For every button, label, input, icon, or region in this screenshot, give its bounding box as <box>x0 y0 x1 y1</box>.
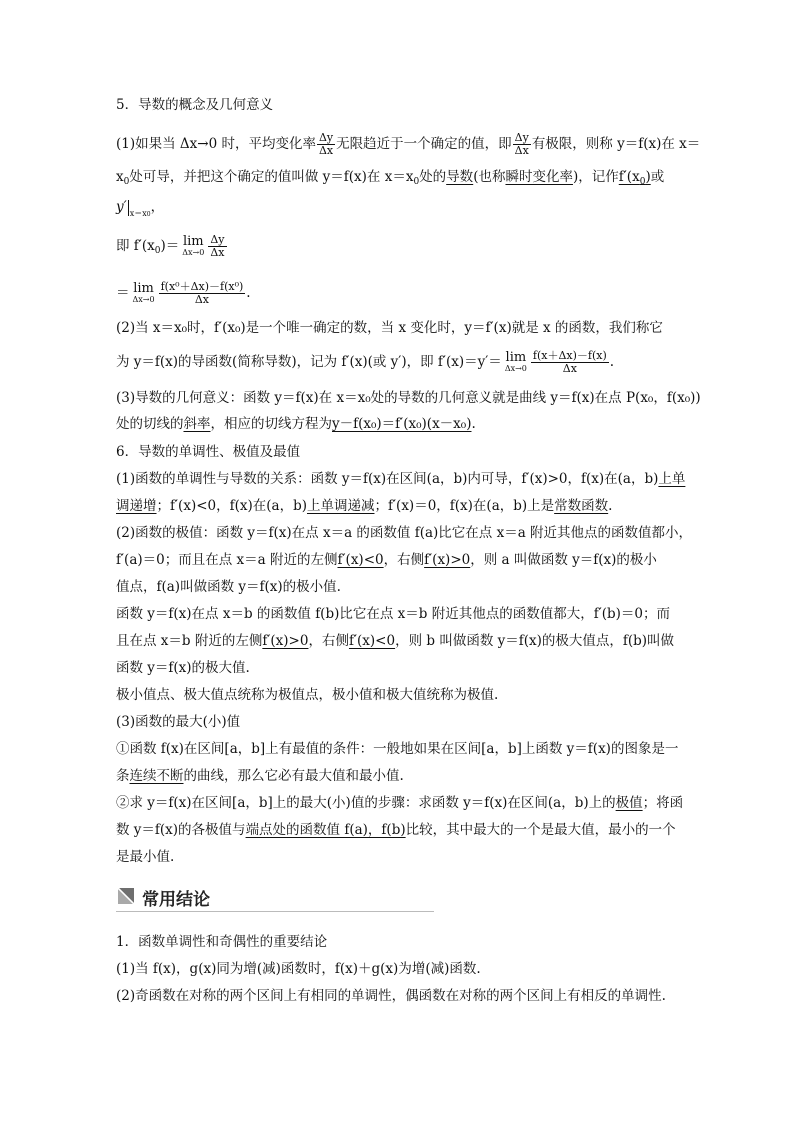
text: )＝ <box>160 238 180 254</box>
underlined-text: 极值 <box>615 795 643 811</box>
text: 处的 <box>419 169 447 185</box>
underlined-text: 连续不断 <box>129 768 184 784</box>
text: . <box>471 416 476 432</box>
s5-para-2-line-1: (2)当 x＝x₀时，f′(x₀)是一个唯一确定的数，当 x 变化时，y＝f′(x)就是 x 的函数，我们称它 <box>116 320 663 336</box>
underlined-text: 常数函数 <box>554 498 609 514</box>
text: )，记作 <box>572 169 619 185</box>
fraction-difference-quotient <box>159 281 246 306</box>
underlined-text: 端点处的函数值 f(a)，f(b) <box>245 822 406 838</box>
underlined-text: 上单调递减 <box>306 498 375 514</box>
limit-symbol <box>132 280 155 305</box>
underlined-notation: $f'(x_0)$ <box>618 169 651 187</box>
text: 处的切线的 <box>116 416 184 432</box>
s5-para-1-line-2 <box>116 167 682 192</box>
text: 或 <box>650 169 665 185</box>
limit-symbol <box>182 233 205 258</box>
text: 比较，其中最大的一个是最大值，最小的一个 <box>405 822 676 838</box>
text: 无限趋近于一个确定的值，即 <box>336 136 512 152</box>
text: 处可导，并把这个确定的值叫做 y＝f(x)在 x＝x <box>129 169 414 185</box>
text: ；f′(x)＝0，f(x)在(a，b)上是 <box>374 498 555 514</box>
text: ；f′(x)<0，f(x)在(a，b) <box>156 498 307 514</box>
text: . <box>609 354 615 370</box>
s6-line-13 <box>116 793 682 813</box>
s6-line-1 <box>116 469 686 489</box>
fraction-numerator: f(x＋Δx)－f(x) <box>532 349 607 362</box>
text: ②求 y＝f(x)在区间[a，b]上的最大(小)值的步骤：求函数 y＝f(x)在区间(a，b)上的 <box>116 795 616 811</box>
text: ，相应的切线方程为 <box>210 416 332 432</box>
conclusion-item-1: (1)当 f(x)，g(x)同为增(减)函数时，f(x)＋g(x)为增(减)函数. <box>116 961 481 977</box>
subscript: 0 <box>123 177 130 187</box>
s6-line-12 <box>116 766 682 786</box>
underlined-term-derivative: 导数 <box>446 169 474 185</box>
lim-subscript: Δx→0 <box>504 363 527 373</box>
fraction-denominator: Δx <box>562 362 577 375</box>
s6-line-4 <box>116 550 682 570</box>
lim-text: lim <box>133 280 154 296</box>
s6-line-14 <box>116 820 682 840</box>
eval-subscript: x＝x <box>129 208 147 218</box>
s6-line-7 <box>116 631 682 651</box>
text: 即 f′(x <box>116 238 155 254</box>
lim-text: lim <box>182 233 204 249</box>
text: y′ <box>116 199 127 215</box>
s5-para-3-line-2 <box>116 414 682 434</box>
fraction-numerator: Δy <box>210 233 225 246</box>
eval-subscript-zero: 0 <box>146 210 151 218</box>
text: . <box>246 285 251 301</box>
section-6-title: 6．导数的单调性、极值及最值 <box>116 444 301 460</box>
fraction-dy-dx-2 <box>513 132 531 157</box>
s6-line-6: 函数 y＝f(x)在点 x＝b 的函数值 f(b)比它在点 x＝b 附近其他点的函数值都大，f′(b)＝0；而 <box>116 606 671 622</box>
text: 数 y＝f(x)的各极值与 <box>116 822 246 838</box>
text: x <box>116 169 124 185</box>
underlined-term-slope: 斜率 <box>183 416 211 432</box>
subscript: 0 <box>413 177 420 187</box>
s6-line-9: 极小值点、极大值点统称为极值点，极小值和极大值统称为极值. <box>116 687 499 703</box>
text: (也称 <box>473 169 506 185</box>
conclusion-heading-text: 常用结论 <box>142 890 210 910</box>
underlined-tangent-equation: y－f(x₀)＝f′(x₀)(x－x₀) <box>332 416 472 432</box>
text: . <box>608 498 613 514</box>
fraction-denominator: Δx <box>514 144 529 157</box>
s5-para-1-line-1 <box>116 131 701 157</box>
s6-line-2 <box>116 496 682 516</box>
limit-symbol <box>504 349 527 374</box>
fraction-dy-dx <box>317 132 335 157</box>
underlined-term-instant-rate: 瞬时变化率 <box>505 169 573 185</box>
text: 的曲线，那么它必有最大值和最小值. <box>183 768 404 784</box>
fraction-denominator: Δx <box>210 246 225 259</box>
underlined-text: f′(x)>0 <box>262 633 309 649</box>
fraction-numerator: Δy <box>318 131 334 144</box>
conclusion-heading <box>116 883 434 912</box>
s6-line-10: (3)函数的最大(小)值 <box>116 714 241 730</box>
s5-para-2-line-2 <box>116 350 682 375</box>
s5-formula-line-1 <box>116 234 682 261</box>
text: 且在点 x＝b 附近的左侧 <box>116 633 263 649</box>
text: ，则 a 叫做函数 y＝f(x)的极小 <box>470 552 657 568</box>
section-5-title: 5．导数的概念及几何意义 <box>116 97 274 113</box>
text: ，右侧 <box>308 633 349 649</box>
fraction-dy-dx-3 <box>208 234 226 259</box>
underlined-text: 调递增 <box>116 498 157 514</box>
subscript: 0 <box>154 246 161 256</box>
text: ，右侧 <box>383 552 425 568</box>
s6-line-11: ①函数 f(x)在区间[a，b]上有最值的条件：一般地如果在区间[a，b]上函数 y＝f(x)的图象是一 <box>116 741 679 757</box>
text: ， <box>150 199 165 215</box>
lim-text: lim <box>505 349 527 365</box>
text: 有极限，则称 y＝f(x)在 x＝ <box>531 136 701 152</box>
text: ，则 b 叫做函数 y＝f(x)的极大值点，f(b)叫做 <box>395 633 675 649</box>
underlined-text: f′(x)<0 <box>337 552 384 568</box>
fraction-derivative-def <box>531 350 609 375</box>
s5-formula-line-2 <box>116 281 682 306</box>
subscript: 0 <box>639 177 646 187</box>
s6-line-5: 值点，f(a)叫做函数 y＝f(x)的极小值. <box>116 579 341 595</box>
lim-subscript: Δx→0 <box>182 247 205 257</box>
fraction-denominator: Δx <box>194 293 210 306</box>
text: 条 <box>116 768 130 784</box>
text: ＝ <box>116 285 130 301</box>
conclusion-item-2: (2)奇函数在对称的两个区间上有相同的单调性，偶函数在对称的两个区间上有相反的单调性. <box>116 988 666 1004</box>
text: (1)函数的单调性与导数的关系：函数 y＝f(x)在区间(a，b)内可导，f′(x)>0，f(x)在(a，b) <box>116 471 659 487</box>
text: f′(x <box>618 169 640 185</box>
fraction-numerator: f(x⁰＋Δx)－f(x⁰) <box>160 280 244 293</box>
underlined-text: 上单 <box>658 471 686 487</box>
fraction-denominator: Δx <box>318 144 334 157</box>
text: ；将函 <box>642 795 684 811</box>
underlined-text: f′(x)>0 <box>424 552 471 568</box>
conclusion-title: 1．函数单调性和奇偶性的重要结论 <box>116 934 328 950</box>
text: f′(a)＝0；而且在点 x＝a 附近的左侧 <box>116 552 338 568</box>
fraction-numerator: Δy <box>514 131 529 144</box>
lim-subscript: Δx→0 <box>132 294 155 304</box>
text: 为 y＝f(x)的导函数(简称导数)，记为 f′(x)(或 y′)，即 f′(x)＝y′＝ <box>116 354 502 370</box>
text: (1)如果当 Δx→0 时，平均变化率 <box>116 136 316 152</box>
underlined-text: f′(x)<0 <box>348 633 396 649</box>
s6-line-15: 是最小值. <box>116 849 175 865</box>
s5-para-1-line-3 <box>116 197 682 217</box>
evaluation-bar <box>128 200 151 216</box>
s5-para-3-line-1: (3)导数的几何意义：函数 y＝f(x)在 x＝x₀处的导数的几何意义就是曲线 y＝f(x)在点 P(x₀，f(x₀)) <box>116 390 701 406</box>
s6-line-3: (2)函数的极值：函数 y＝f(x)在点 x＝a 的函数值 f(a)比它在点 x＝a 附近其他点的函数值都小， <box>116 525 693 541</box>
s6-line-8: 函数 y＝f(x)的极大值. <box>116 660 250 676</box>
heading-triangle-icon <box>118 888 134 904</box>
